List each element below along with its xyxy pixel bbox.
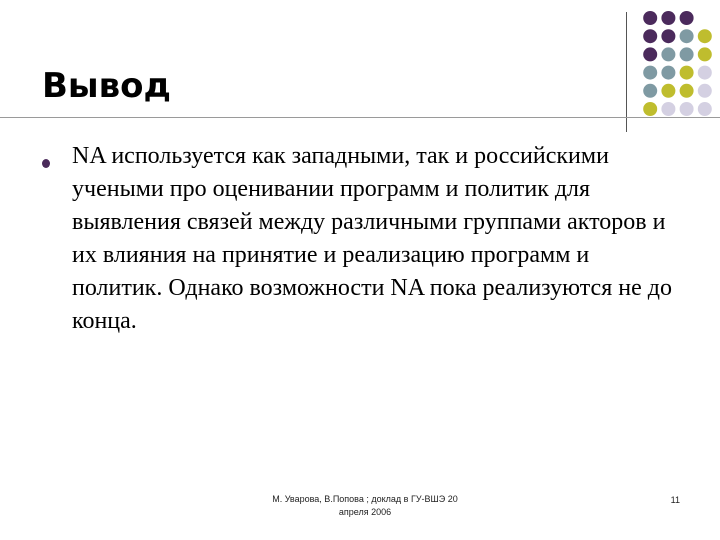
decor-dot xyxy=(661,66,675,80)
decor-dot xyxy=(680,11,694,25)
decor-dot xyxy=(643,84,657,98)
decor-dot xyxy=(698,102,712,116)
decor-dot xyxy=(661,102,675,116)
decor-dot xyxy=(698,47,712,61)
decor-dot xyxy=(661,29,675,43)
page-number: 11 xyxy=(670,495,680,505)
decor-dot xyxy=(680,66,694,80)
title-divider xyxy=(0,117,720,118)
decor-dot xyxy=(680,84,694,98)
decor-dot xyxy=(680,47,694,61)
decor-dot xyxy=(643,11,657,25)
decor-dot xyxy=(698,84,712,98)
decor-dot xyxy=(643,66,657,80)
bullet-dot-icon xyxy=(42,159,50,168)
decor-dot xyxy=(643,47,657,61)
footer-line-1: М. Уварова, В.Попова ; доклад в ГУ-ВШЭ 20 xyxy=(272,494,458,504)
vertical-divider xyxy=(626,12,627,132)
decor-dot xyxy=(680,102,694,116)
bullet-text: NA используется как западными, так и российскими учеными про оценивании программ и политик для выявления связей между различными группами акторов и их влияния на принятие и реализацию программ и политик. Однако возможности NA пока реализуются не до конца. xyxy=(72,143,672,334)
footer-text xyxy=(240,493,490,519)
decor-dot xyxy=(661,84,675,98)
decor-dot xyxy=(643,29,657,43)
decor-dot xyxy=(698,29,712,43)
slide-title: Вывод xyxy=(42,66,171,106)
decor-dot xyxy=(661,11,675,25)
footer-line-2: апреля 2006 xyxy=(338,507,392,517)
decor-dot xyxy=(643,102,657,116)
decor-dot xyxy=(698,66,712,80)
decor-dot xyxy=(680,29,694,43)
decor-dot xyxy=(661,47,675,61)
